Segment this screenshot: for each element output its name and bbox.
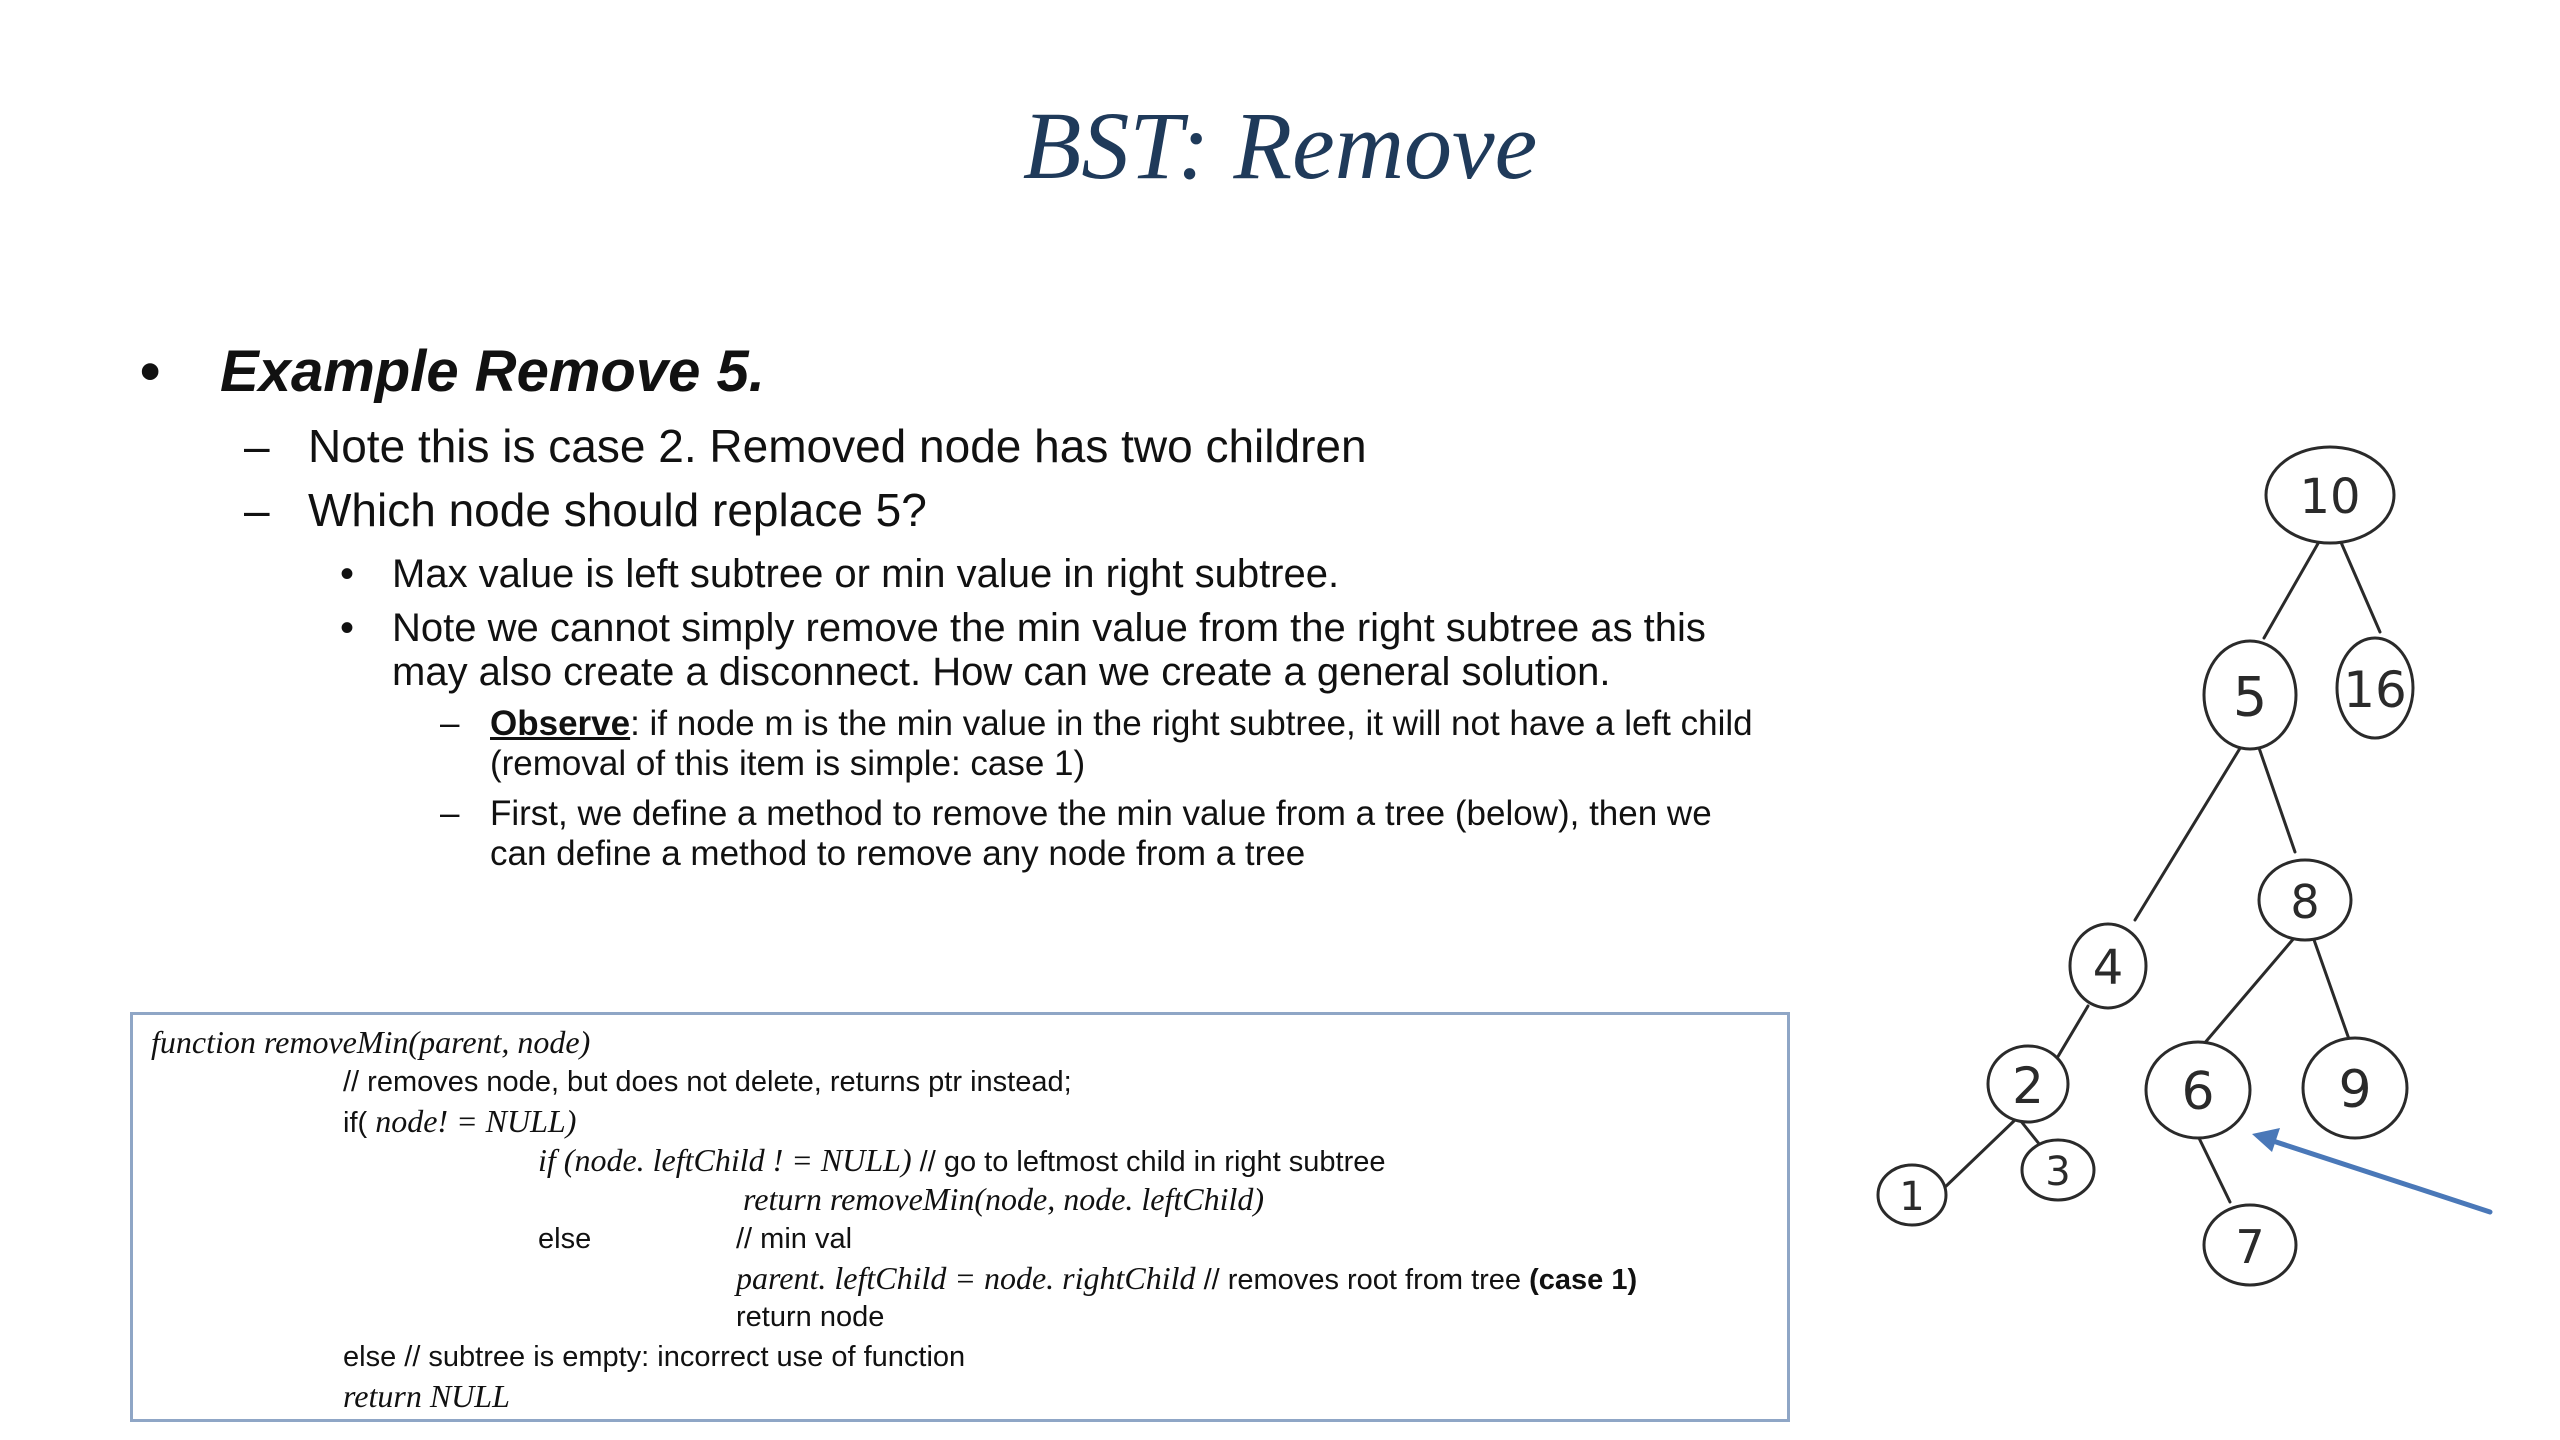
edge-10-5: [2264, 540, 2320, 638]
first-item: – First, we define a method to remove the min value from a tree (below), then we can define a method to remove any node from a tree: [140, 794, 1760, 874]
code-line-comment: // removes node, but does not delete, returns ptr instead;: [343, 1066, 1072, 1098]
inner-comment: // go to leftmost child in right subtree: [911, 1146, 1386, 1178]
edge-5-4: [2135, 745, 2242, 920]
code-line-if-outer: [343, 1102, 576, 1143]
code-box: [130, 1012, 1790, 1422]
if-keyword: if(: [343, 1107, 376, 1139]
assignment-case: (case 1): [1529, 1264, 1638, 1296]
node-label-5: 5: [2232, 665, 2268, 729]
node-label-9: 9: [2338, 1060, 2372, 1120]
sub-bullet-question: – Which node should replace 5?: [140, 478, 1760, 542]
edge-5-8: [2258, 745, 2295, 852]
node-label-7: 7: [2235, 1220, 2265, 1274]
code-line-min-val-comment: // min val: [736, 1223, 853, 1255]
node-label-2: 2: [2012, 1057, 2044, 1115]
edge-10-16: [2340, 540, 2380, 632]
code-line-if-inner: [538, 1141, 1386, 1182]
pointer-arrow: [2252, 1128, 2490, 1212]
node-label-6: 6: [2181, 1062, 2215, 1122]
code-line-return-node: return node: [736, 1301, 885, 1333]
sub-bullet-case: – Note this is case 2. Removed node has two children: [140, 414, 1760, 478]
slide-title: BST: Remove: [1022, 92, 1538, 199]
bst-diagram: [1850, 420, 2510, 1320]
code-line-recursive-return: return removeMin(node, node. leftChild): [743, 1181, 1265, 1217]
point-disconnect: • Note we cannot simply remove the min value from the right subtree as this may also create a disconnect. How can we create a general solution.: [140, 606, 1760, 694]
if-condition: node! = NULL): [375, 1103, 577, 1139]
bullet-list: [140, 330, 1760, 874]
edge-2-1: [1942, 1120, 2015, 1190]
code-line-else-empty: else // subtree is empty: incorrect use of function: [343, 1341, 966, 1373]
observe-text: : if node m is the min value in the right subtree, it will not have a left child (removal of this item is simple: case 1): [490, 704, 1753, 783]
assignment-comment: // removes root from tree: [1195, 1264, 1530, 1296]
node-label-16: 16: [2343, 661, 2407, 719]
node-label-1: 1: [1899, 1174, 1925, 1220]
bullet-example: • Example Remove 5.: [140, 330, 1760, 414]
node-label-3: 3: [2045, 1149, 2071, 1195]
code-line-else-keyword: else: [538, 1223, 592, 1255]
observe-item: [140, 704, 1760, 784]
observe-label: Observe: [490, 704, 631, 743]
point-max-min: • Max value is left subtree or min value in right subtree.: [140, 552, 1760, 596]
code-line-signature: function removeMin(parent, node): [151, 1024, 591, 1060]
assignment-expr: parent. leftChild = node. rightChild: [736, 1260, 1196, 1296]
code-line-assignment: [736, 1259, 1637, 1300]
node-label-8: 8: [2290, 875, 2320, 929]
node-label-10: 10: [2299, 469, 2361, 525]
edge-6-7: [2198, 1136, 2230, 1202]
edge-8-6: [2203, 937, 2295, 1045]
node-label-4: 4: [2092, 940, 2124, 996]
edge-8-9: [2313, 937, 2350, 1042]
code-line-return-null: return NULL: [343, 1378, 510, 1414]
inner-condition: if (node. leftChild ! = NULL): [538, 1142, 912, 1178]
